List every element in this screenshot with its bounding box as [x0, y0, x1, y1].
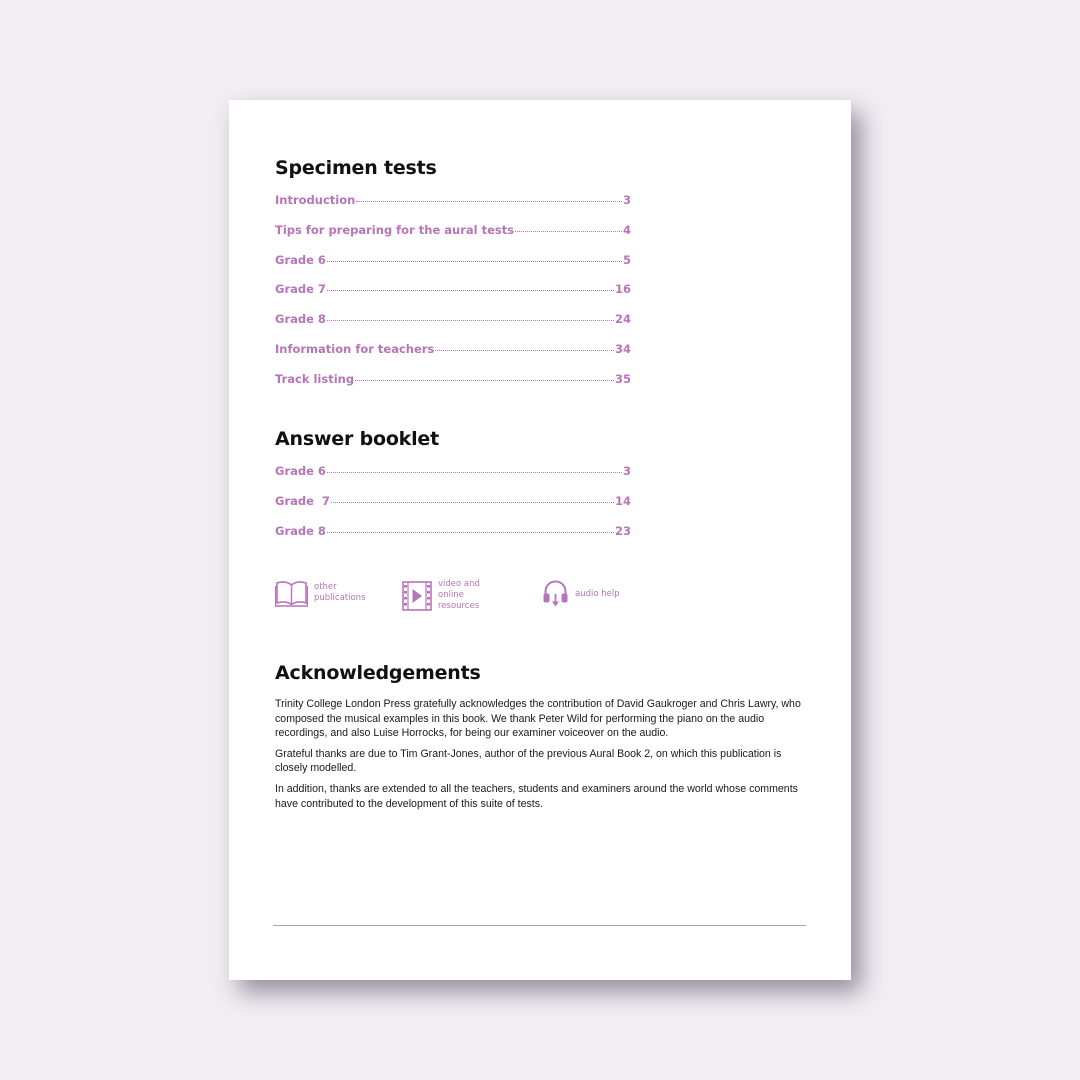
- toc-page-number: 4: [622, 222, 631, 237]
- toc-entry-answer-grade-6[interactable]: [275, 464, 631, 494]
- video-play-icon: [402, 581, 432, 611]
- specimen-toc: [275, 193, 631, 402]
- other-publications-label: [314, 582, 384, 604]
- toc-entry-tips[interactable]: [275, 223, 631, 253]
- acknowledgements-paragraph: In addition, thanks are extended to all the teachers, students and examiners around the world whose comments have contributed to the development of this suite of tests.: [275, 782, 798, 810]
- acknowledgements-paragraph: Grateful thanks are due to Tim Grant-Jones, author of the previous Aural Book 2, on which this publication is closely modelled.: [275, 747, 782, 775]
- footer-divider: [273, 925, 806, 926]
- headphones-icon: [542, 579, 569, 609]
- toc-entry-information-for-teachers[interactable]: [275, 342, 631, 372]
- toc-label: Introduction: [275, 193, 356, 207]
- toc-leader: [515, 231, 622, 232]
- toc-label: Grade 8: [275, 523, 326, 538]
- label-line: resources: [438, 601, 480, 611]
- toc-page-number: 3: [622, 193, 631, 207]
- toc-leader: [331, 502, 614, 503]
- audio-help-label: audio help: [575, 588, 620, 599]
- video-resources-label: [438, 579, 508, 612]
- toc-label: Grade 7: [275, 493, 330, 508]
- toc-entry-answer-grade-7[interactable]: [275, 494, 631, 524]
- label-line: other: [314, 582, 337, 592]
- specimen-tests-heading: Specimen tests: [275, 157, 437, 179]
- toc-label: Grade 6: [275, 252, 326, 267]
- toc-page-number: 16: [614, 282, 631, 297]
- toc-page-number: 14: [614, 493, 631, 508]
- toc-label: Grade 7: [275, 282, 326, 297]
- toc-entry-track-listing[interactable]: [275, 372, 631, 402]
- toc-leader: [327, 261, 622, 262]
- resource-icons: [275, 579, 631, 613]
- toc-leader: [355, 380, 614, 381]
- toc-leader: [327, 290, 614, 291]
- video-online-resources-link[interactable]: [402, 579, 508, 612]
- toc-entry-introduction[interactable]: [275, 193, 631, 223]
- audio-help-link[interactable]: [542, 579, 645, 609]
- toc-entry-grade-7[interactable]: [275, 282, 631, 312]
- toc-page-number: 34: [614, 341, 631, 356]
- answer-toc: [275, 464, 631, 553]
- acknowledgements-paragraph: Trinity College London Press gratefully acknowledges the contribution of David Gaukroger and Chris Lawry, who composed the musical examples in this book. We thank Peter Wild for performing the piano on the audio recordings, and also Luise Horrocks, for being our examiner voiceover on the audio.: [275, 698, 801, 740]
- toc-label: Grade 8: [275, 312, 326, 327]
- toc-page-number: 35: [614, 371, 631, 386]
- toc-page-number: 24: [614, 312, 631, 327]
- toc-leader: [356, 201, 622, 202]
- toc-label: Information for teachers: [275, 341, 435, 356]
- acknowledgements-heading: Acknowledgements: [275, 662, 481, 684]
- toc-label: Grade 6: [275, 464, 326, 478]
- label-line: publications: [314, 593, 366, 603]
- toc-label: Tips for preparing for the aural tests: [275, 222, 515, 237]
- toc-leader: [327, 320, 614, 321]
- toc-page-number: 5: [622, 252, 631, 267]
- toc-entry-answer-grade-8[interactable]: [275, 524, 631, 554]
- open-book-icon: [275, 579, 308, 607]
- toc-page-number: 23: [614, 523, 631, 538]
- acknowledgements-body: [275, 697, 807, 817]
- toc-page-number: 3: [622, 464, 631, 478]
- document-page: [229, 100, 851, 980]
- toc-label: Track listing: [275, 371, 355, 386]
- toc-leader: [327, 532, 614, 533]
- other-publications-link[interactable]: [275, 579, 384, 607]
- label-line: video and online: [438, 579, 480, 600]
- answer-booklet-heading: Answer booklet: [275, 428, 439, 450]
- toc-entry-grade-8[interactable]: [275, 312, 631, 342]
- toc-leader: [327, 472, 622, 473]
- toc-entry-grade-6[interactable]: [275, 253, 631, 283]
- toc-leader: [435, 350, 614, 351]
